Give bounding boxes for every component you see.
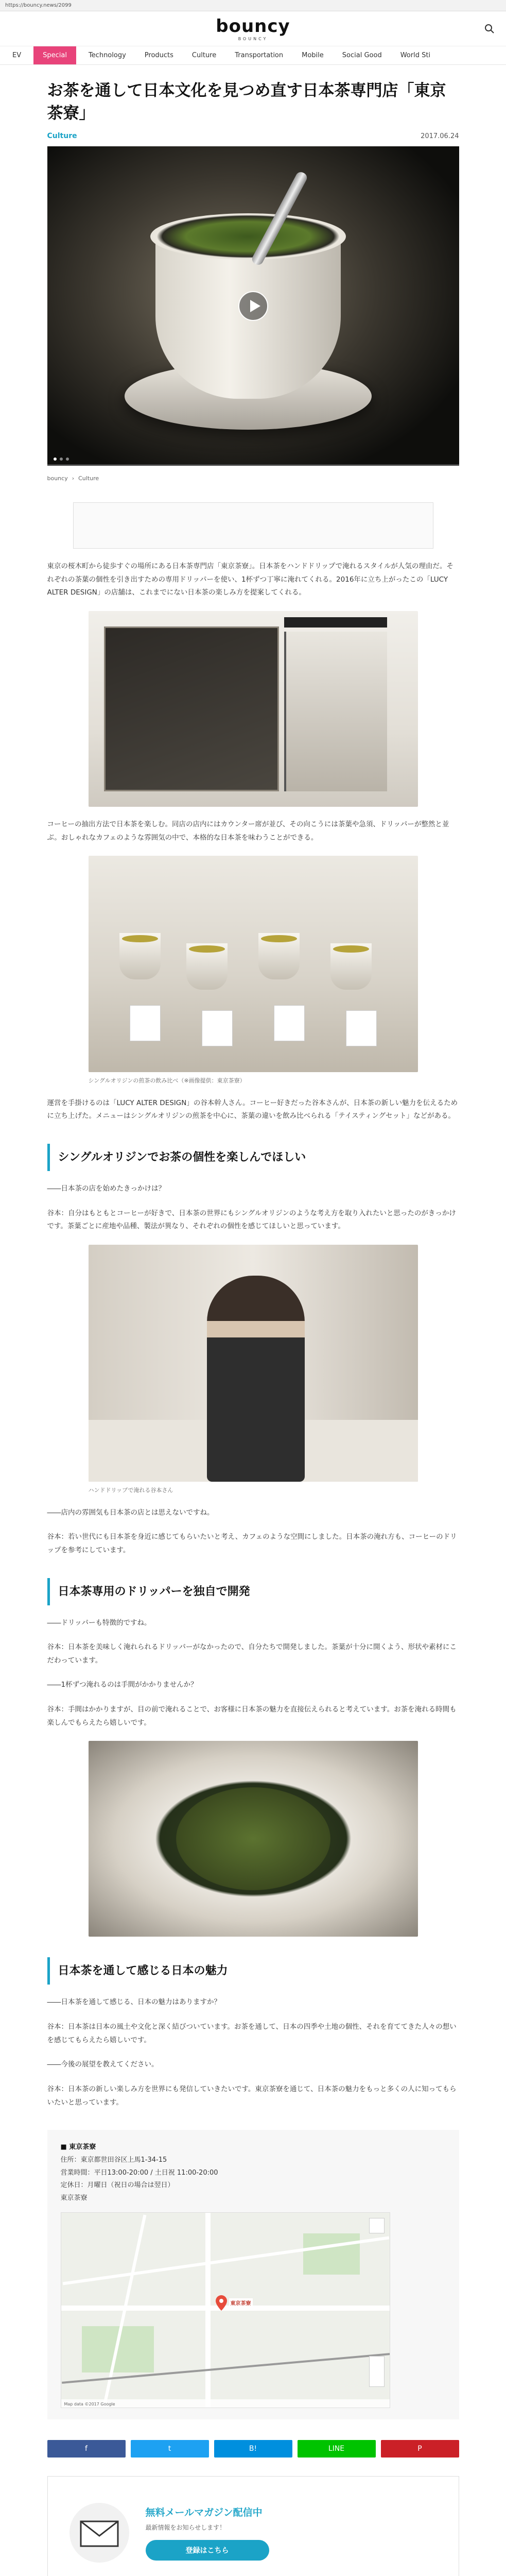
newsletter-signup-button[interactable]: 登録はこちら [146, 2540, 269, 2561]
url-bar[interactable]: https://bouncy.news/2099 [0, 0, 506, 11]
map-zoom-control[interactable] [369, 2356, 385, 2387]
store-info-title: ■ 東京茶寮 [60, 2143, 96, 2151]
newsletter-box [47, 2476, 459, 2576]
paragraph: 谷本：日本茶の新しい楽しみ方を世界にも発信していきたいです。東京茶寮を通じて、日本茶の魅力をもっと多くの人に知ってもらいたいと思っています。 [47, 2084, 457, 2107]
play-icon[interactable] [238, 291, 269, 321]
paragraph: ――1杯ずつ淹れるのは手間がかかりませんか？ [47, 1681, 198, 1689]
breadcrumb: bouncy › Culture [47, 475, 99, 482]
section-heading: 日本茶専用のドリッパーを独自で開発 [47, 1578, 459, 1605]
nav-item-transportation[interactable]: Transportation [235, 51, 284, 59]
store-info-line: 営業時間：平日13:00-20:00 / 土日祝 11:00-20:00 [60, 2168, 218, 2177]
nav-item-mobile[interactable]: Mobile [302, 51, 324, 59]
paragraph: 谷本：手間はかかりますが、目の前で淹れることで、お客様に日本茶の魅力を直接伝えられると考えています。お茶を淹れる時間も楽しんでもらえたら嬉しいです。 [47, 1705, 457, 1727]
photo-caption: シングルオリジンの煎茶の飲み比べ（※画像提供：東京茶寮） [88, 1077, 246, 1084]
map-attribution: Map data ©2017 Google [61, 2399, 390, 2408]
store-info-line[interactable]: 東京茶寮 [60, 2194, 88, 2202]
paragraph: 谷本：日本茶は日本の風土や文化と深く結びついています。お茶を通して、日本の四季や土地の個性、それを育ててきた人々の想いを感じてもらえたら嬉しいです。 [47, 2023, 457, 2044]
publish-date: 2017.06.24 [421, 132, 459, 140]
share-button[interactable]: f [47, 2440, 126, 2458]
paragraph: ――店内の雰囲気も日本茶の店とは思えないですね。 [47, 1508, 214, 1517]
breadcrumb-category[interactable]: Culture [78, 475, 99, 482]
intro-paragraph: 東京の桜木町から徒歩すぐの場所にある日本茶専門店「東京茶寮」。日本茶をハンドドリップで淹れるスタイルが人気の理由だ。それぞれの茶葉の個性を引き出すための専用ドリッパーを使い、1杯ずつ丁寧に淹れてくれる。2016年に立ち上がったこの「LUCY ALTER DESIGN」の店舗は、これまでにない日本茶の楽しみ方を提案してくれる。 [47, 562, 453, 597]
article-title: お茶を通して日本文化を見つめ直す日本茶専門店「東京茶寮」 [47, 81, 446, 123]
site-header [0, 11, 506, 46]
breadcrumb-home[interactable]: bouncy [47, 475, 68, 482]
nav-item-technology[interactable]: Technology [88, 51, 126, 59]
newsletter-title: 無料メールマガジン配信中 [145, 2506, 263, 2518]
paragraph: ――ドリッパーも特徴的ですね。 [47, 1618, 151, 1627]
store-info-line: 住所：東京都世田谷区上馬1-34-15 [60, 2156, 167, 2164]
category-nav [0, 46, 506, 65]
slide-dots[interactable] [54, 457, 69, 461]
tea-leaves-photo [89, 1741, 418, 1937]
photo-caption: ハンドドリップで淹れる谷本さん [88, 1487, 173, 1494]
store-info-line: 定休日：月曜日（祝日の場合は翌日） [60, 2181, 175, 2190]
ad-banner[interactable] [73, 502, 433, 549]
paragraph: 運営を手掛けるのは「LUCY ALTER DESIGN」の谷本幹人さん。コーヒー好きだった谷本さんが、日本茶の新しい魅力を伝えるために立ち上げた。メニューはシングルオリジンの煎茶を中心に、茶葉の違いを飲み比べられる「テイスティングセット」などがある。 [47, 1098, 458, 1121]
nav-item-world-sti[interactable]: World Sti [400, 51, 431, 59]
mail-icon [68, 2502, 130, 2564]
share-button[interactable]: t [131, 2440, 209, 2458]
paragraph: ――日本茶の店を始めたきっかけは？ [47, 1184, 165, 1193]
article [47, 65, 459, 2576]
map-fullscreen-button[interactable] [369, 2218, 385, 2233]
paragraph: 谷本：若い世代にも日本茶を身近に感じてもらいたいと考え、カフェのような空間にしました。日本茶の淹れ方も、コーヒーのドリップを参考にしています。 [47, 1533, 457, 1554]
nav-item-special[interactable]: Special [33, 46, 76, 65]
article-meta [47, 132, 459, 146]
paragraph: 谷本：日本茶を美味しく淹れられるドリッパーがなかったので、自分たちで開発しました。茶葉が十分に開くよう、形状や素材にこだわっています。 [47, 1643, 457, 1665]
video-progress-bar[interactable] [47, 464, 459, 466]
paragraph: 谷本：自分はもともとコーヒーが好きで、日本茶の世界にもシングルオリジンのような考え方を取り入れたいと思ったのがきっかけです。茶葉ごとに産地や品種、製法が異なり、それぞれの個性を感じてほしいと思っています。 [47, 1209, 456, 1231]
map-pin-label: 東京茶寮 [229, 2298, 253, 2309]
nav-item-products[interactable]: Products [144, 51, 173, 59]
search-icon[interactable] [484, 24, 495, 34]
nav-item-culture[interactable]: Culture [191, 51, 217, 59]
category-link[interactable]: Culture [47, 132, 77, 141]
store-info-box [47, 2130, 459, 2419]
share-button[interactable]: B! [214, 2440, 292, 2458]
map-pin-icon[interactable] [216, 2295, 227, 2311]
paragraph: ――日本茶を通して感じる、日本の魅力はありますか？ [47, 1998, 221, 2007]
section-heading: 日本茶を通して感じる日本の魅力 [47, 1957, 459, 1985]
hero-video[interactable] [47, 146, 459, 466]
site-logo[interactable]: bouncy BOUNCY [216, 16, 290, 41]
nav-item-ev[interactable]: EV [12, 51, 22, 59]
section-heading: シングルオリジンでお茶の個性を楽しんでほしい [47, 1144, 459, 1171]
share-bar [47, 2440, 459, 2458]
store-front-photo [89, 611, 418, 807]
google-map[interactable] [61, 2212, 390, 2408]
tea-cups-photo [89, 856, 418, 1072]
owner-photo [89, 1245, 418, 1482]
share-button[interactable]: P [381, 2440, 459, 2458]
paragraph: コーヒーの抽出方法で日本茶を楽しむ。同店の店内にはカウンター席が並び、その向こうには茶葉や急須、ドリッパーが整然と並ぶ。おしゃれなカフェのような雰囲気の中で、本格的な日本茶を味わうことができる。 [47, 820, 449, 842]
paragraph: ――今後の展望を教えてください。 [47, 2060, 159, 2069]
newsletter-desc: 最新情報をお知らせします！ [145, 2523, 226, 2531]
nav-item-social-good[interactable]: Social Good [342, 51, 382, 59]
share-button[interactable]: LINE [298, 2440, 376, 2458]
